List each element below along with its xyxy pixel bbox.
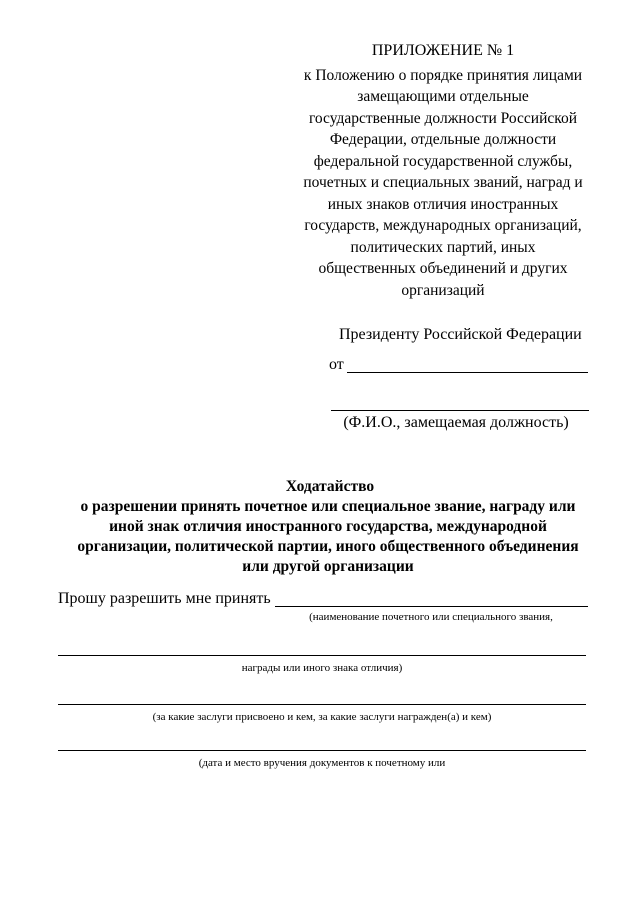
from-row: [329, 356, 589, 376]
appendix-line: политических партий, иных: [350, 238, 536, 256]
appendix-line: замещающими отдельные: [357, 88, 529, 105]
appendix-line: Федерации, отдельные должности: [329, 131, 557, 148]
appendix-line: федеральной государственной службы,: [313, 152, 573, 170]
appendix-header: [278, 40, 608, 301]
appendix-line: почетных и специальных званий, наград и: [303, 174, 583, 191]
appendix-line: к Положению о порядке принятия лицами: [303, 66, 583, 84]
appendix-line: общественных объединений и других: [318, 260, 568, 277]
fio-caption: (Ф.И.О., замещаемая должность): [343, 414, 569, 431]
from-blank-line[interactable]: [347, 372, 588, 373]
appendix-line: государственные должности Российской: [308, 109, 578, 127]
award-name-blank-line[interactable]: [275, 606, 588, 607]
petition-line: о разрешении принять почетное или специальное звание, награду или: [80, 498, 576, 515]
appendix-line: организаций: [401, 281, 485, 299]
award-type-caption: награды или иного знака отличия): [241, 662, 403, 674]
merits-blank-line[interactable]: [58, 704, 586, 705]
addressee-to: Президенту Российской Федерации: [339, 326, 582, 343]
date-place-blank-line[interactable]: [58, 750, 586, 751]
petition-line: или другой организации: [242, 558, 414, 575]
merits-caption: (за какие заслуги присвоено и кем, за какие заслуги награжден(а) и кем): [152, 711, 492, 723]
petition-line: организации, политической партии, иного общественного объединения: [77, 538, 579, 555]
appendix-line: государств, международных организаций,: [304, 217, 582, 234]
award-type-blank-line[interactable]: [58, 655, 586, 656]
from-label: от: [329, 356, 344, 373]
request-text: Прошу разрешить мне принять: [58, 590, 271, 607]
petition-line: иной знак отличия иностранного государства, международной: [109, 518, 547, 535]
award-name-caption: (наименование почетного или специального звания,: [309, 611, 553, 623]
request-row: [58, 590, 598, 612]
fio-blank-line[interactable]: [331, 410, 589, 411]
petition-title: Ходатайство: [285, 478, 375, 495]
appendix-title: ПРИЛОЖЕНИЕ № 1: [371, 42, 515, 59]
appendix-line: иных знаков отличия иностранных: [327, 195, 559, 213]
date-place-caption: (дата и место вручения документов к почетному или: [198, 757, 446, 769]
petition-subject: [50, 497, 606, 577]
